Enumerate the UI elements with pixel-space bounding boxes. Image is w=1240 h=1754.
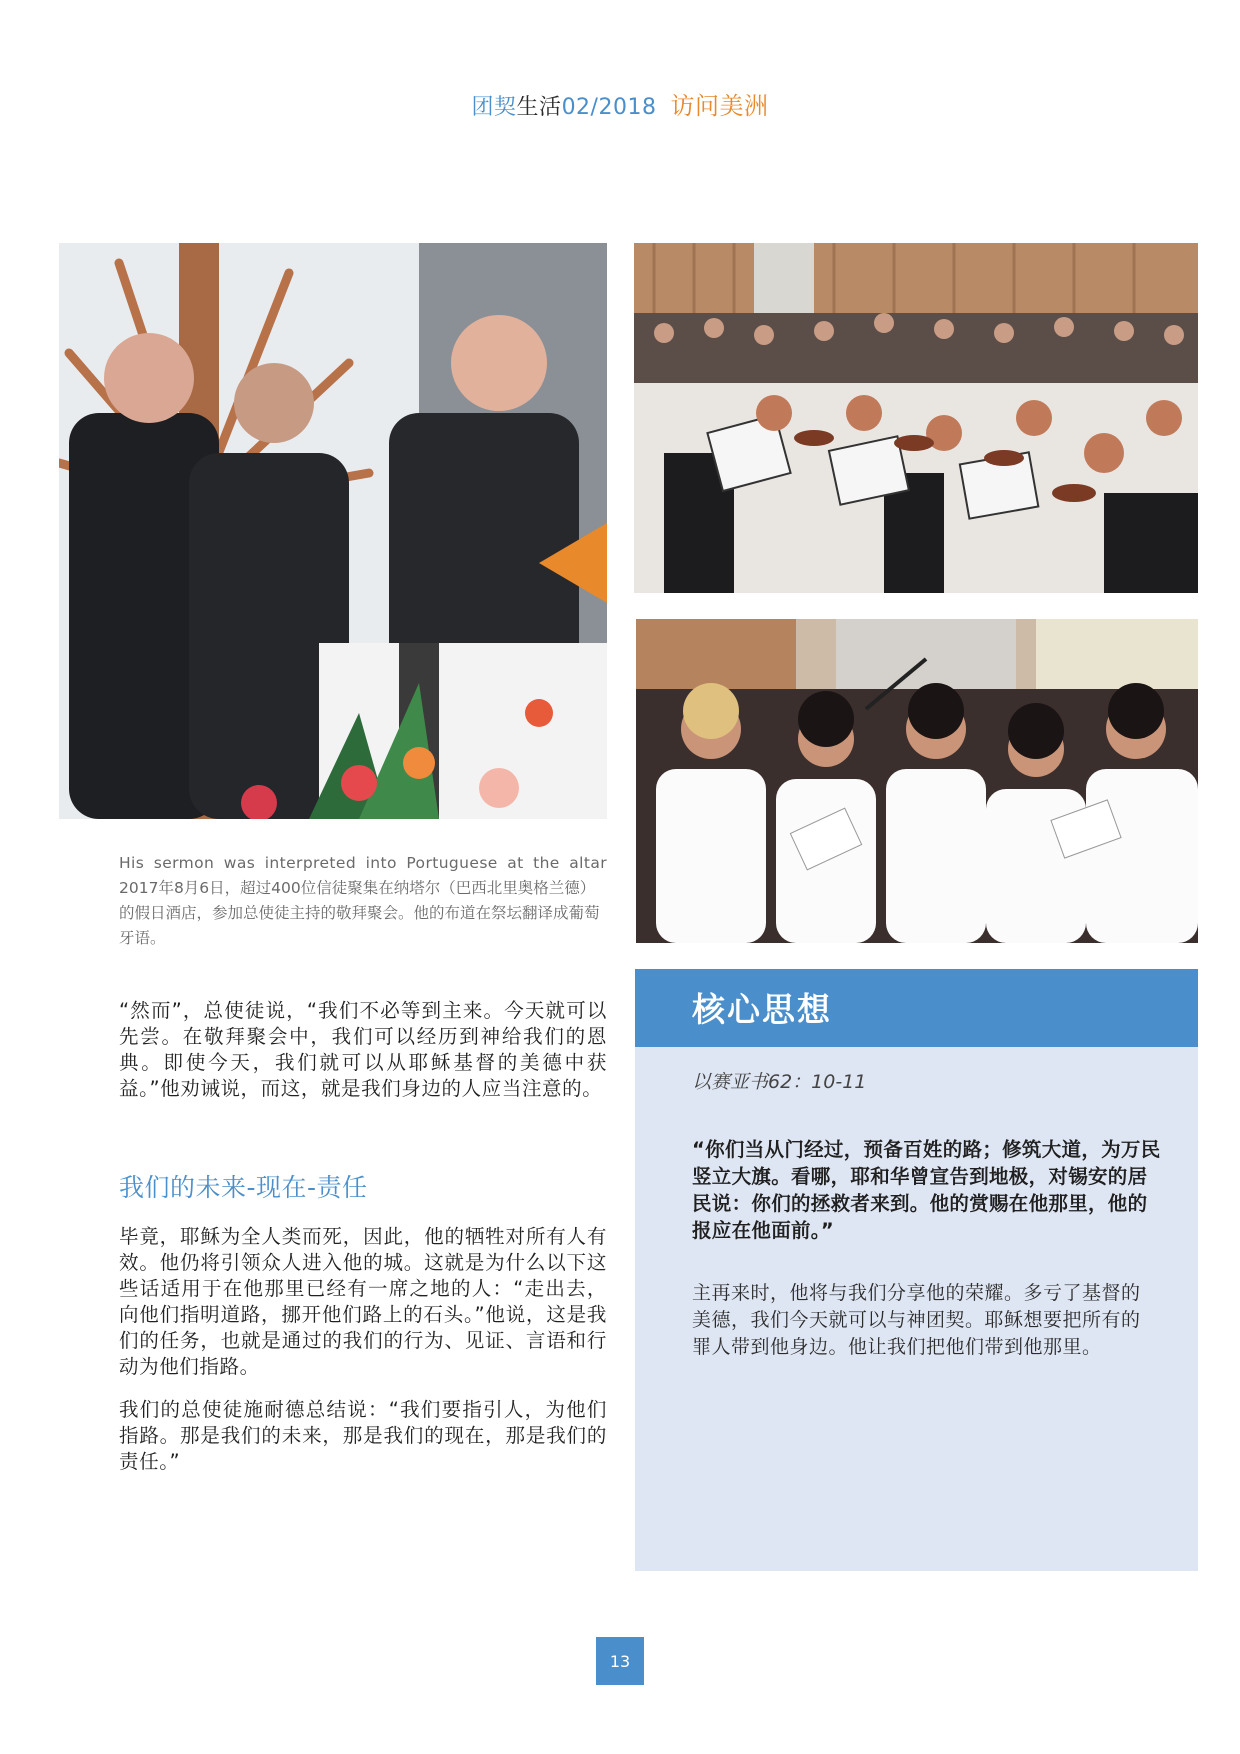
core-thought-body: 主再来时，他将与我们分享他的荣耀。多亏了基督的美德，我们今天就可以与神团契。耶稣想要把所有的罪人带到他身边。他让我们把他们带到他那里。 [692,1282,1141,1358]
page-header [0,86,1240,121]
section-heading: 我们的未来-现在-责任 [119,1173,368,1202]
article-paragraph-1: “然而”，总使徒说，“我们不必等到主来。今天就可以先尝。在敬拜聚会中，我们可以经历到神给我们的恩典。即使今天，我们就可以从耶稣基督的美德中获益。”他劝诫说，而这，就是我们身边的人应当注意的。 [119,999,607,1100]
scripture-reference: 以赛亚书62：10-11 [692,1071,867,1093]
caption-english: His sermon was interpreted into Portuguese at the altar [119,854,607,872]
scripture-quote: “你们当从门经过，预备百姓的路；修筑大道，为万民竖立大旗。看哪，耶和华曾宣告到地极，对锡安的居民说：你们的拯救者来到。他的赏赐在他那里，他的报应在他面前。” [692,1138,1161,1242]
brand-part2: 生活 [516,95,562,120]
photo-three-men-altar-icon [59,243,607,819]
photo-leaders [59,243,607,819]
article-paragraph-3: 我们的总使徒施耐德总结说：“我们要指引人，为他们指路。那是我们的未来，那是我们的现在，那是我们的责任。” [119,1398,607,1473]
article-paragraph-2: 毕竟，耶稣为全人类而死，因此，他的牺牲对所有人有效。他仍将引领众人进入他的城。这就是为什么以下这些话适用于在他那里已经有一席之地的人：“走出去，向他们指明道路，挪开他们路上的石头。”他说，这是我们的任务，也就是通过的我们的行为、见证、言语和行动为他们指路。 [119,1225,607,1378]
core-thought-header [635,969,1198,1047]
core-thought-box [635,969,1198,1571]
core-thought-title: 核心思想 [692,990,832,1029]
photo-orchestra [634,243,1198,593]
brand-part1: 团契 [471,95,517,120]
photo-choir-icon [636,619,1198,943]
photo-choir [636,619,1198,943]
photo-orchestra-icon [634,243,1198,593]
section-title: 访问美洲 [670,92,769,120]
caption-chinese: 2017年8月6日，超过400位信徒聚集在纳塔尔（巴西北里奥格兰德）的假日酒店，参加总使徒主持的敬拜聚会。他的布道在祭坛翻译成葡萄牙语。 [119,879,600,947]
issue-number: 02/2018 [561,95,657,120]
page-number: 13 [596,1637,644,1685]
photo-caption [119,851,607,951]
